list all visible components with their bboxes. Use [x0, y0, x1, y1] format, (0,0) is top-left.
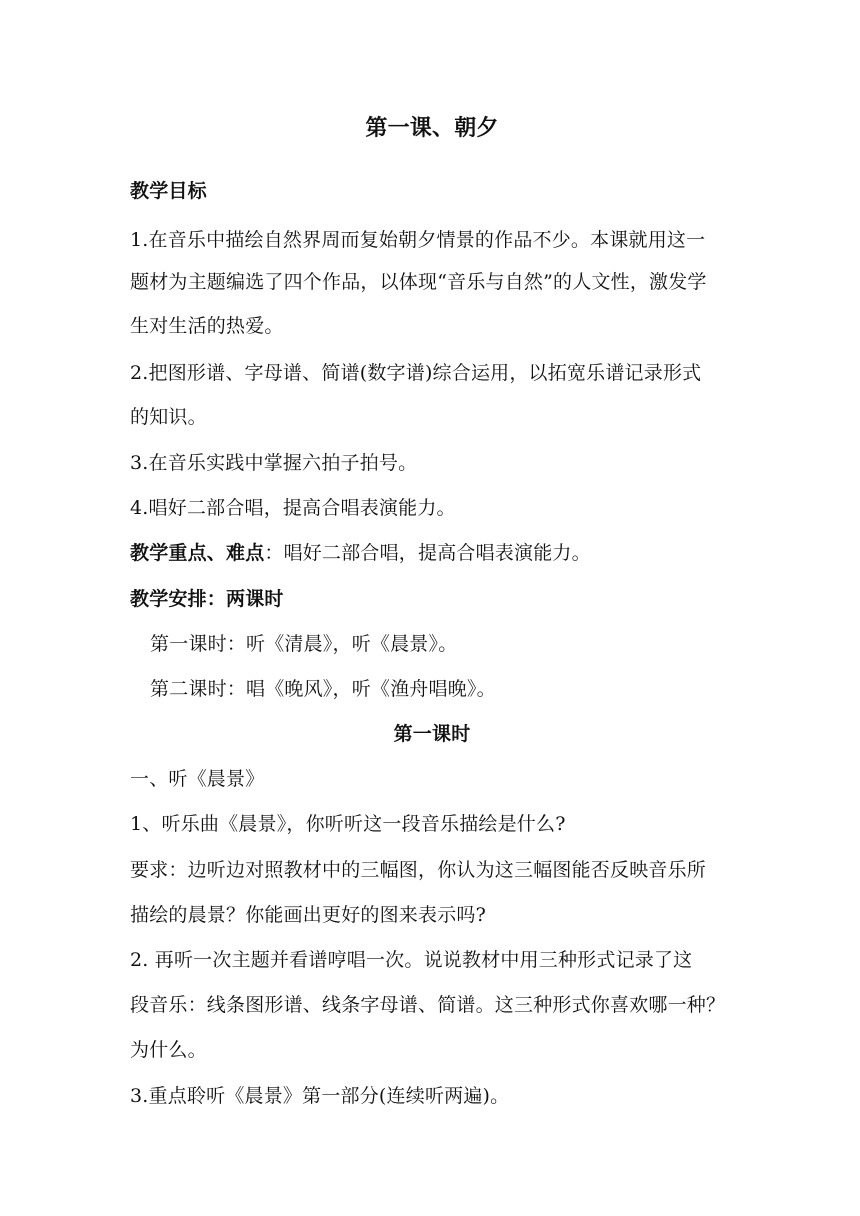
arrangement-lesson-2: 第二课时：唱《晚风》，听《渔舟唱晚》。 [150, 678, 496, 700]
item-2-line-2: 段音乐：线条图形谱、线条字母谱、简谱。这三种形式你喜欢哪一种？ [130, 994, 726, 1016]
requirement-line-2: 描绘的晨景？你能画出更好的图来表示吗? [130, 904, 486, 926]
objectives-heading: 教学目标 [130, 180, 207, 202]
section-heading: 第一课时 [393, 723, 471, 745]
item-3: 3.重点聆听《晨景》第一部分(连续听两遍)。 [130, 1085, 510, 1107]
objective-2-line-2: 的知识。 [130, 406, 207, 428]
objective-2-line-1: 2.把图形谱、字母谱、简谱(数字谱)综合运用，以拓宽乐谱记录形式 [130, 362, 702, 384]
objective-1-line-2: 题材为主题编选了四个作品，以体现“音乐与自然”的人文性，激发学 [130, 271, 707, 293]
objective-4: 4.唱好二部合唱，提高合唱表演能力。 [130, 497, 456, 519]
key-points-label: 教学重点、难点 [130, 542, 265, 564]
item-1: 1、听乐曲《晨景》，你听听这一段音乐描绘是什么? [130, 813, 566, 835]
requirement-line-1: 要求：边听边对照教材中的三幅图，你认为这三幅图能否反映音乐所 [130, 859, 707, 881]
objective-1-line-1: 1.在音乐中描绘自然界周而复始朝夕情景的作品不少。本课就用这一 [130, 229, 706, 251]
item-2-line-1: 2. 再听一次主题并看谱哼唱一次。说说教材中用三种形式记录了这 [130, 949, 693, 971]
arrangement-lesson-1: 第一课时：听《清晨》，听《晨景》。 [150, 633, 458, 655]
part-1-heading: 一、听《晨景》 [130, 768, 265, 790]
arrangement-heading: 教学安排：两课时 [130, 588, 284, 610]
key-points [130, 541, 734, 565]
key-points-text: ：唱好二部合唱，提高合唱表演能力。 [264, 542, 591, 564]
objective-3: 3.在音乐实践中掌握六拍子拍号。 [130, 452, 418, 474]
item-2-line-3: 为什么。 [130, 1039, 207, 1061]
page-title: 第一课、朝夕 [365, 115, 499, 141]
objective-1-line-3: 生对生活的热爱。 [130, 315, 284, 337]
